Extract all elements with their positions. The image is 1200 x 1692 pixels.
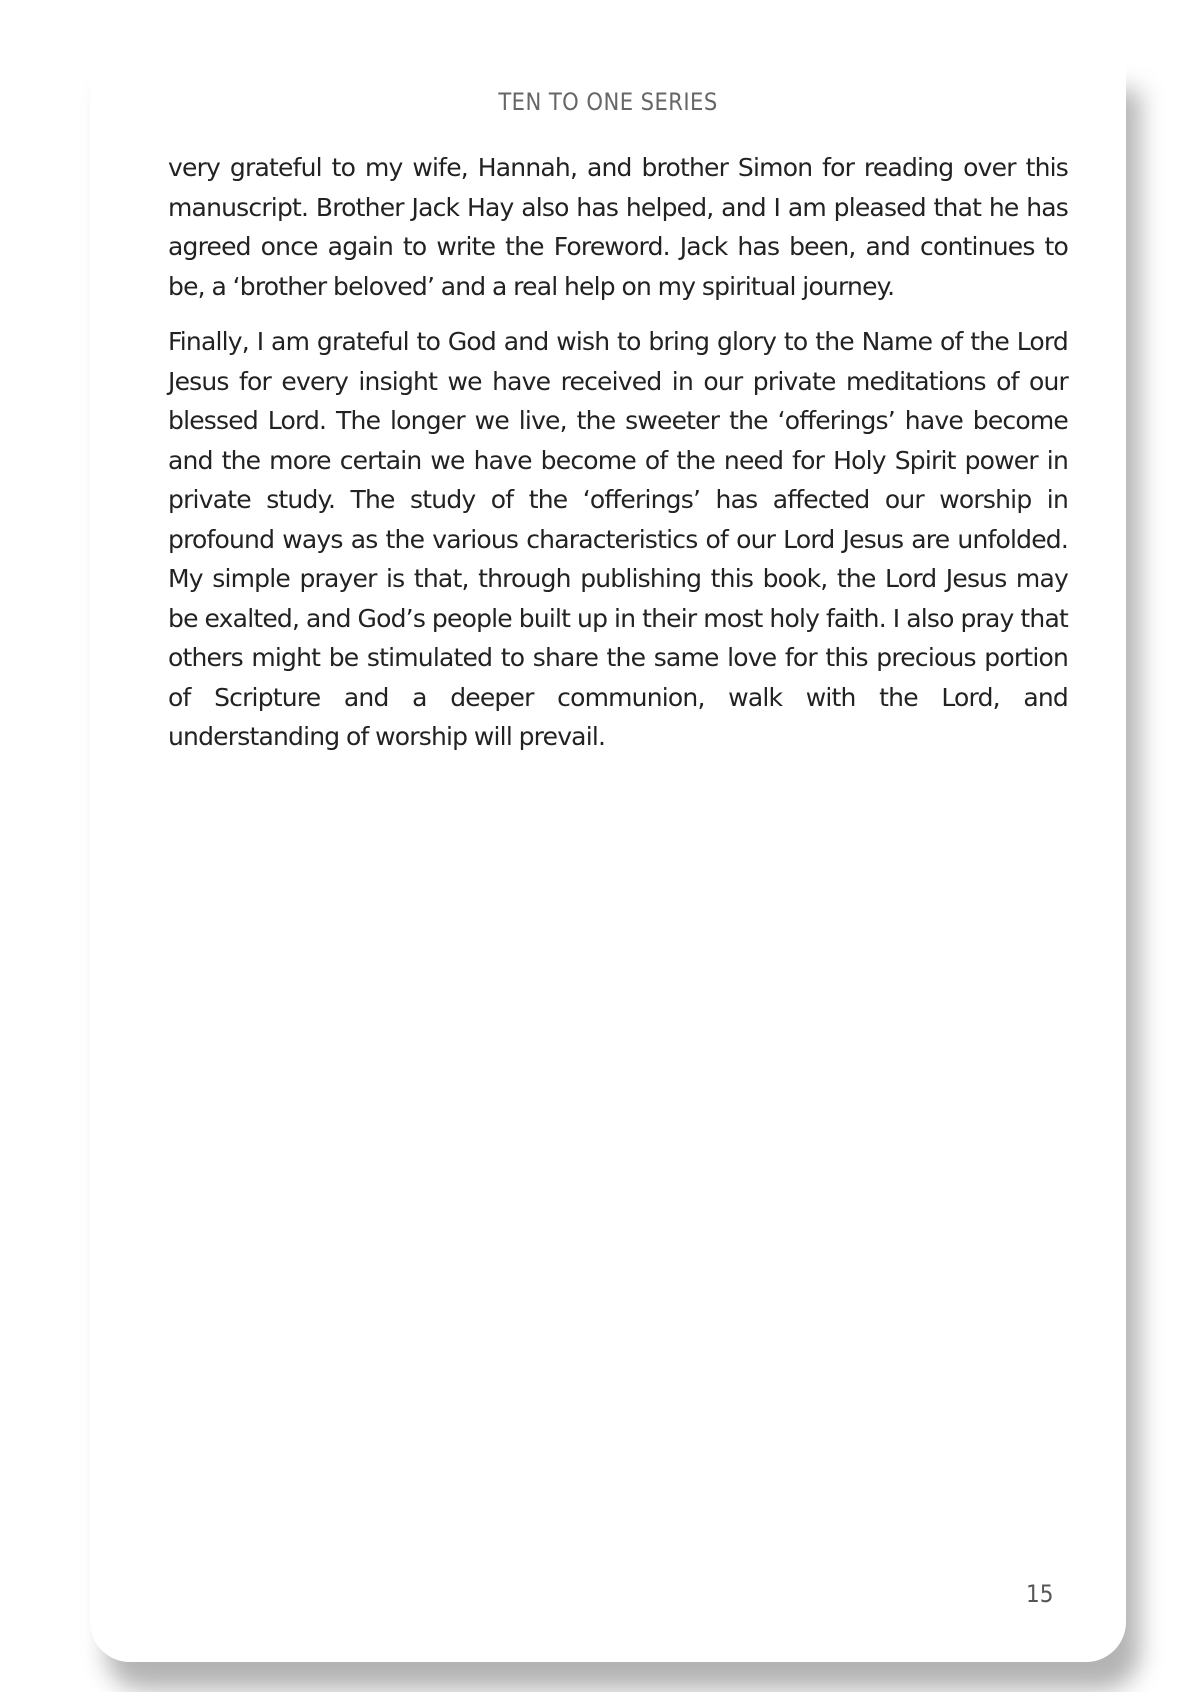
paragraph-acknowledgements: very grateful to my wife, Hannah, and brother Simon for reading over this manuscript. Brother Jack Hay also has helped, and I am pleased that he has agreed once again to write the Foreword. Jack has been, and continues to be, a ‘brother beloved’ and a real help on my spiritual journey. <box>168 153 1068 301</box>
paragraph-finally: Finally, I am grateful to God and wish to bring glory to the Name of the Lord Jesus for every insight we have received in our private meditations of our blessed Lord. The longer we live, the sweeter the ‘offerings’ have become and the more certain we have become of the need for Holy Spirit power in private study. The study of the ‘offerings’ has affected our worship in profound ways as the various characteristics of our Lord Jesus are unfolded. My simple prayer is that, through publishing this book, the Lord Jesus may be exalted, and God’s people built up in their most holy faith. I also pray that others might be stimulated to share the same love for this precious portion of Scripture and a deeper communion, walk with the Lord, and understanding of worship will prevail. <box>168 327 1068 751</box>
book-page <box>90 0 1126 1662</box>
page-number: 15 <box>1026 1580 1054 1608</box>
running-head: TEN TO ONE SERIES <box>498 88 718 116</box>
body-text <box>168 148 1068 773</box>
